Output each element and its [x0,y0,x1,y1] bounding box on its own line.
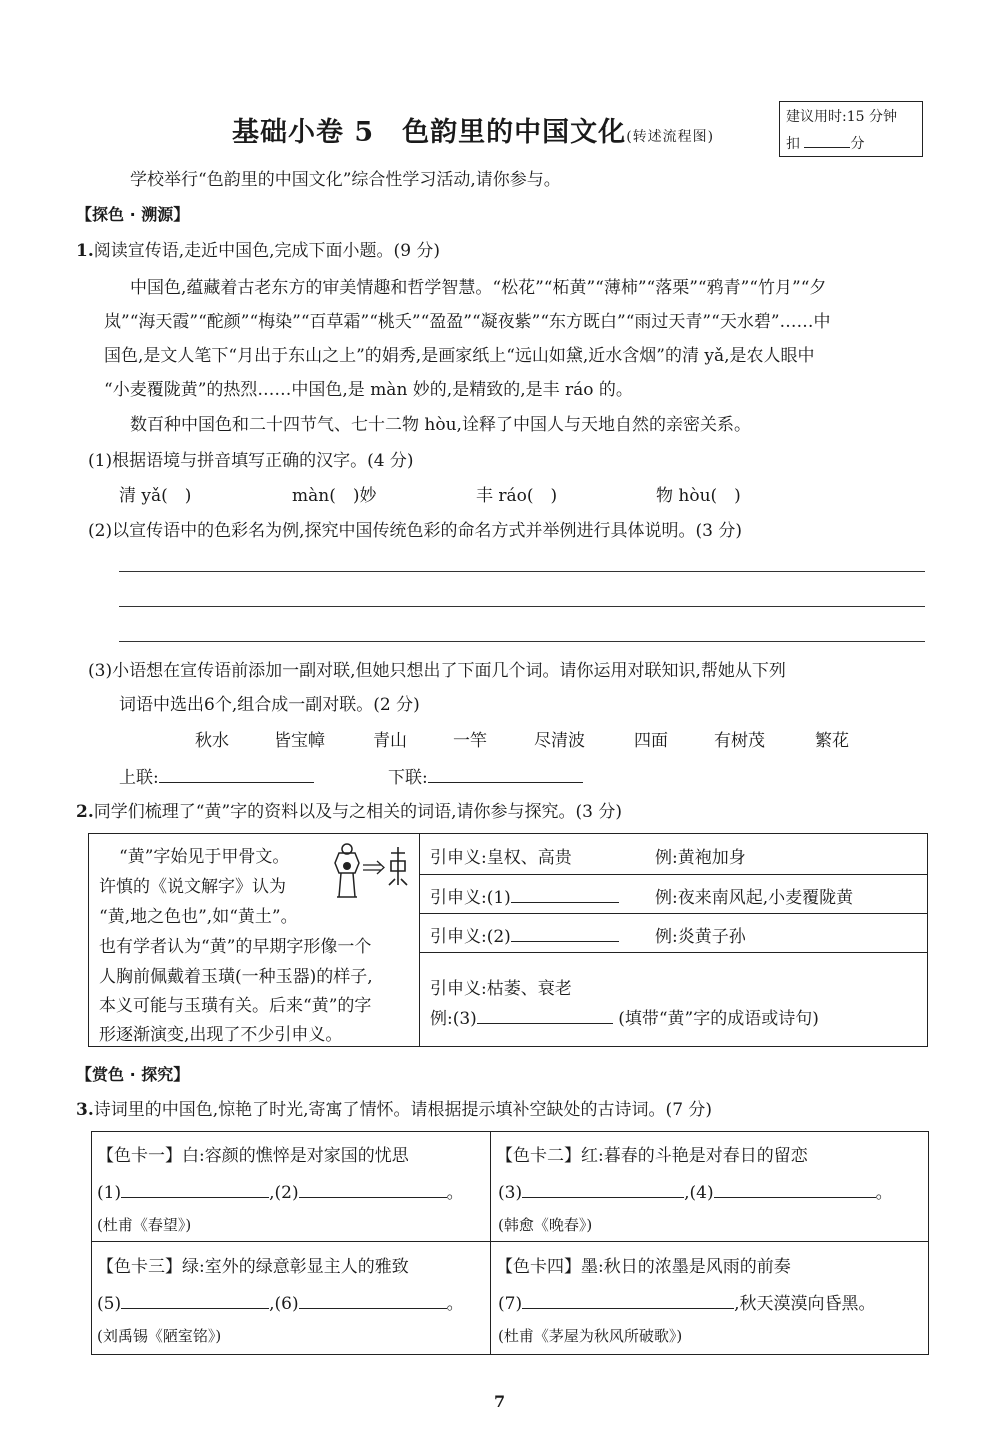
page-title [232,110,714,149]
pinyin-blank-1[interactable]: 清 yǎ( ) [119,486,192,506]
word-option: 有树茂 [714,731,765,751]
oracle-bone-huang-icon [329,839,414,909]
time-box [779,101,923,157]
deduct-blank[interactable] [804,135,850,148]
huang-table [88,833,928,1047]
poem-blank-5[interactable] [121,1294,269,1309]
answer-line[interactable] [119,606,925,607]
q1-sub1: (1)根据语境与拼音填写正确的汉字。(4 分) [88,451,414,471]
deduct-score: 扣 分 [786,136,865,152]
color-card-2: 【色卡二】红:暮春的斗艳是对春日的留恋 (3) ,(4) 。 (韩愈《晚春》) [496,1146,893,1234]
word-option: 尽清波 [534,731,585,751]
color-card-4: 【色卡四】墨:秋日的浓墨是风雨的前奏 (7) ,秋天漠漠向昏黑。 (杜甫《茅屋为秋风所破歌》) [496,1257,876,1345]
page-number: 7 [494,1392,506,1411]
poem-blank-4[interactable] [714,1183,876,1198]
intro-text: 学校举行“色韵里的中国文化”综合性学习活动,请你参与。 [130,170,561,190]
extended-meaning-blank-1[interactable] [511,888,619,903]
q1-passage-line: 岚”“海天霞”“酡颜”“梅染”“百草霜”“桃夭”“盈盈”“凝夜紫”“东方既白”“雨过天青”“天水碧”……中 [104,312,831,332]
q1-passage-line: 国色,是文人笔下“月出于东山之上”的娟秀,是画家纸上“远山如黛,近水含烟”的清 yǎ,是农人眼中 [104,346,815,366]
color-card-1: 【色卡一】白:容颜的憔悴是对家国的忧思 (1) ,(2) 。 (杜甫《春望》) [97,1146,464,1234]
time-suggestion: 建议用时:15 分钟 [786,109,897,125]
lower-couplet: 下联: [388,763,583,788]
word-option: 秋水 [195,731,229,751]
poem-blank-6[interactable] [299,1294,447,1309]
color-card-table [91,1131,929,1355]
q3-stem: 3.诗词里的中国色,惊艳了时光,寄寓了情怀。请根据提示填补空缺处的古诗词。(7 分) [76,1100,713,1120]
title-main: 基础小卷 5 色韵里的中国文化 [232,117,627,148]
row4-example: 例:(3) (填带“黄”字的成语或诗句) [430,1009,819,1029]
extended-meaning-blank-2[interactable] [511,927,619,942]
q1-passage-line: 数百种中国色和二十四节气、七十二物 hòu,诠释了中国人与天地自然的亲密关系。 [130,415,751,435]
table-row: 引申义:皇权、高贵 例:黄袍加身 [420,834,927,875]
table-row: 引申义:(1) 例:夜来南风起,小麦覆陇黄 [420,875,927,914]
word-option: 四面 [634,731,668,751]
row4-meaning: 引申义:枯萎、衰老 [430,979,572,999]
table-row: 引申义:(2) 例:炎黄子孙 [420,914,927,953]
poem-blank-7[interactable] [522,1294,734,1309]
q1-sub2: (2)以宣传语中的色彩名为例,探究中国传统色彩的命名方式并举例进行具体说明。(3 分) [88,521,742,541]
q1-sub3-line2: 词语中选出6个,组合成一副对联。(2 分) [119,695,420,715]
pinyin-blank-3[interactable]: 丰 ráo( ) [476,486,558,506]
poem-blank-1[interactable] [121,1183,269,1198]
poem-blank-3[interactable] [522,1183,684,1198]
word-option: 皆宝幛 [274,731,325,751]
poem-blank-2[interactable] [299,1183,447,1198]
q1-passage-line: 中国色,蕴藏着古老东方的审美情趣和哲学智慧。“松花”“柘黄”“薄柿”“落栗”“鸦青”“竹月”“夕 [130,278,827,298]
q1-passage-line: “小麦覆陇黄”的热烈……中国色,是 màn 妙的,是精致的,是丰 ráo 的。 [104,380,633,400]
q1-sub3-line1: (3)小语想在宣传语前添加一副对联,但她只想出了下面几个词。请你运用对联知识,帮她从下列 [88,661,786,681]
upper-couplet-blank[interactable] [159,768,314,783]
lower-couplet-blank[interactable] [428,768,583,783]
idiom-blank[interactable] [477,1009,613,1024]
word-option: 繁花 [815,731,849,751]
title-sub: (转述流程图) [626,129,715,145]
q1-stem: 1.阅读宣传语,走近中国色,完成下面小题。(9 分) [76,241,441,261]
upper-couplet: 上联: [119,763,314,788]
answer-line[interactable] [119,641,925,642]
word-option: 一竿 [453,731,487,751]
section-heading-2: 【赏色 · 探究】 [76,1065,190,1084]
pinyin-blank-2[interactable]: màn( )妙 [292,486,377,506]
q2-stem: 2.同学们梳理了“黄”字的资料以及与之相关的词语,请你参与探究。(3 分) [76,802,623,822]
section-heading-1: 【探色 · 溯源】 [76,205,190,224]
word-option: 青山 [373,731,407,751]
pinyin-blank-4[interactable]: 物 hòu( ) [656,486,741,506]
huang-explanation: “黄”字始见于甲骨文。 许慎的《说文解字》认为 “黄,地之色也”,如“黄土”。 也有学者认为“黄”的早期字形像一个 人胸前佩戴着玉璜(一种玉器)的样子, 本义可能与玉璜有关。后来“黄”的字 形逐渐演变,出现了不少引申义。 [89,834,420,1046]
answer-line[interactable] [119,571,925,572]
color-card-3: 【色卡三】绿:室外的绿意彰显主人的雅致 (5) ,(6) 。 (刘禹锡《陋室铭》) [97,1257,464,1345]
